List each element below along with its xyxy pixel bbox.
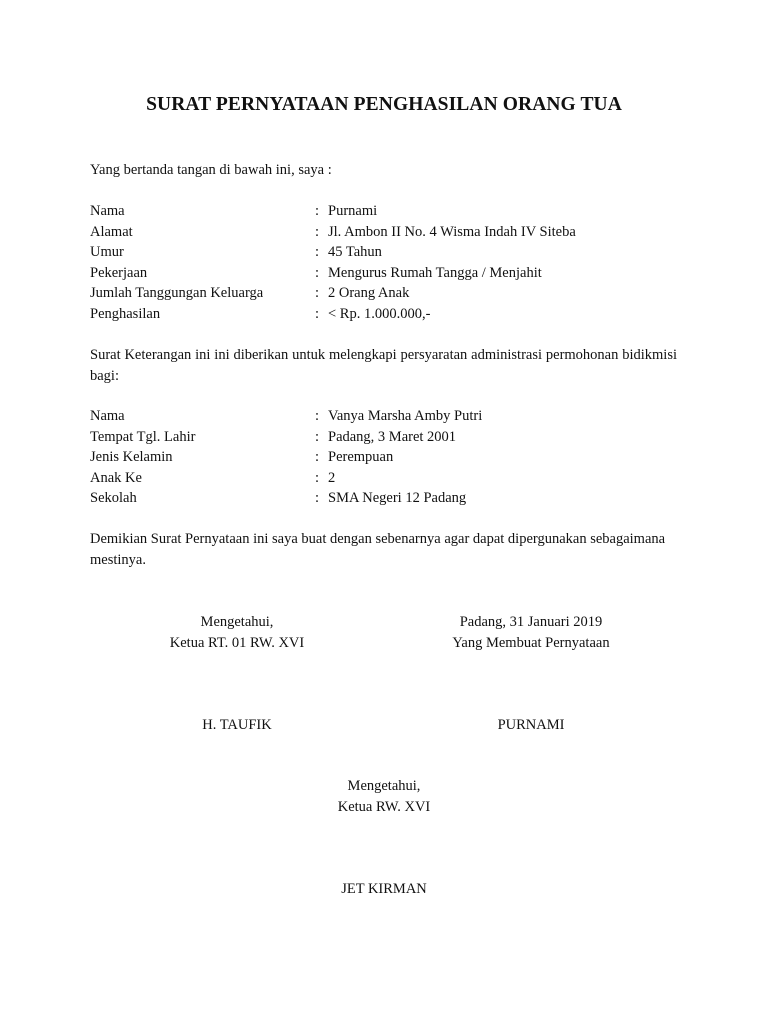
field-value: Vanya Marsha Amby Putri	[328, 408, 483, 424]
field-colon: :	[315, 203, 320, 219]
field-value: Perempuan	[328, 449, 394, 465]
field-colon: :	[315, 490, 320, 506]
field-label: Penghasilan	[90, 305, 161, 322]
intro-text: Yang bertanda tangan di bawah ini, saya :	[90, 162, 332, 178]
field-value: Padang, 3 Maret 2001	[328, 428, 457, 445]
letter-title: SURAT PERNYATAAN PENGHASILAN ORANG TUA	[146, 94, 622, 115]
field-colon: :	[315, 264, 320, 281]
signature-acknowledge-text: Mengetahui,	[347, 778, 421, 794]
field-label: Jumlah Tanggungan Keluarga	[90, 285, 264, 301]
signature-block-rw	[284, 776, 484, 818]
field-label: Umur	[90, 244, 124, 260]
field-value: 2 Orang Anak	[328, 285, 410, 301]
field-label: Nama	[90, 408, 125, 424]
signature-name-applicant: PURNAMI	[497, 717, 565, 733]
field-value: SMA Negeri 12 Padang	[328, 490, 467, 506]
signature-role: Ketua RW. XVI	[337, 799, 431, 815]
field-value: Mengurus Rumah Tangga / Menjahit	[328, 264, 542, 281]
signature-name-rw: JET KIRMAN	[341, 881, 427, 897]
purpose-paragraph: Surat Keterangan ini ini diberikan untuk melengkapi persyaratan administrasi permohonan bidikmisi bagi:	[90, 347, 677, 384]
signature-block-applicant	[411, 612, 651, 654]
field-label: Sekolah	[90, 490, 137, 506]
signature-name-rt: H. TAUFIK	[202, 717, 272, 733]
field-colon: :	[315, 469, 320, 486]
field-value: < Rp. 1.000.000,-	[328, 305, 431, 322]
signature-block-rt	[137, 612, 337, 654]
field-label: Alamat	[90, 223, 133, 240]
field-value: Jl. Ambon II No. 4 Wisma Indah IV Siteba	[328, 223, 576, 240]
field-label: Nama	[90, 203, 125, 219]
field-label: Jenis Kelamin	[90, 449, 173, 465]
field-label: Anak Ke	[90, 469, 142, 486]
field-value: Purnami	[328, 203, 378, 219]
signature-role: Yang Membuat Pernyataan	[452, 635, 610, 651]
signature-role: Ketua RT. 01 RW. XVI	[169, 635, 305, 651]
field-colon: :	[315, 428, 320, 445]
field-value: 2	[328, 469, 336, 486]
field-label: Tempat Tgl. Lahir	[90, 428, 196, 445]
field-value: 45 Tahun	[328, 244, 382, 260]
signature-acknowledge-text: Mengetahui,	[200, 614, 274, 630]
field-colon: :	[315, 223, 320, 240]
signature-place-date: Padang, 31 Januari 2019	[459, 614, 603, 630]
field-label: Pekerjaan	[90, 264, 148, 281]
field-colon: :	[315, 408, 320, 424]
field-colon: :	[315, 449, 320, 465]
closing-paragraph: Demikian Surat Pernyataan ini saya buat dengan sebenarnya agar dapat dipergunakan sebagaimana mestinya.	[90, 531, 666, 568]
field-colon: :	[315, 305, 320, 322]
field-colon: :	[315, 244, 320, 260]
field-colon: :	[315, 285, 320, 301]
